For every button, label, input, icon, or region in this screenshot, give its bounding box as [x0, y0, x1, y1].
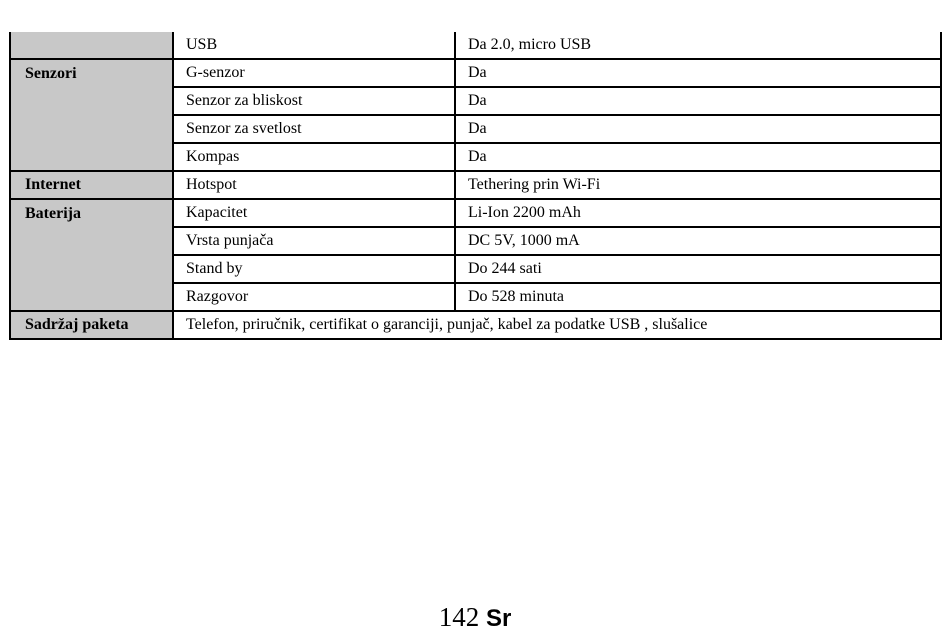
value-cell: DC 5V, 1000 mA — [455, 227, 941, 255]
table-row — [10, 227, 941, 255]
category-cell: Internet — [10, 171, 173, 199]
feature-cell: Senzor za svetlost — [173, 115, 455, 143]
category-cell — [10, 283, 173, 311]
category-cell — [10, 255, 173, 283]
specifications-table — [9, 32, 942, 340]
feature-cell: Razgovor — [173, 283, 455, 311]
table-row-package — [10, 311, 941, 339]
table-row — [10, 115, 941, 143]
category-cell: Baterija — [10, 199, 173, 227]
language-code: Sr — [485, 605, 512, 632]
table-row — [10, 255, 941, 283]
feature-cell: Kompas — [173, 143, 455, 171]
value-cell: Li-Ion 2200 mAh — [455, 199, 941, 227]
value-cell: Do 244 sati — [455, 255, 941, 283]
table-row — [10, 283, 941, 311]
category-cell — [10, 227, 173, 255]
value-cell: Do 528 minuta — [455, 283, 941, 311]
feature-cell: Senzor za bliskost — [173, 87, 455, 115]
category-cell — [10, 87, 173, 115]
table-row — [10, 32, 941, 59]
category-cell — [10, 115, 173, 143]
page-footer — [0, 602, 950, 633]
feature-cell: USB — [173, 32, 455, 59]
category-cell: Sadržaj paketa — [10, 311, 173, 339]
feature-cell: Hotspot — [173, 171, 455, 199]
value-cell: Da — [455, 143, 941, 171]
table-row — [10, 87, 941, 115]
feature-cell: Vrsta punjača — [173, 227, 455, 255]
table-row — [10, 171, 941, 199]
value-cell: Da — [455, 87, 941, 115]
value-cell: Da — [455, 59, 941, 87]
feature-cell: G-senzor — [173, 59, 455, 87]
table-row — [10, 59, 941, 87]
package-contents-cell: Telefon, priručnik, certifikat o garanciji, punjač, kabel za podatke USB , slušalice — [173, 311, 941, 339]
category-cell: Senzori — [10, 59, 173, 87]
value-cell: Da 2.0, micro USB — [455, 32, 941, 59]
table-row — [10, 199, 941, 227]
page-number: 142 — [438, 602, 480, 632]
category-cell — [10, 32, 173, 59]
category-cell — [10, 143, 173, 171]
feature-cell: Kapacitet — [173, 199, 455, 227]
value-cell: Tethering prin Wi-Fi — [455, 171, 941, 199]
table-row — [10, 143, 941, 171]
value-cell: Da — [455, 115, 941, 143]
feature-cell: Stand by — [173, 255, 455, 283]
